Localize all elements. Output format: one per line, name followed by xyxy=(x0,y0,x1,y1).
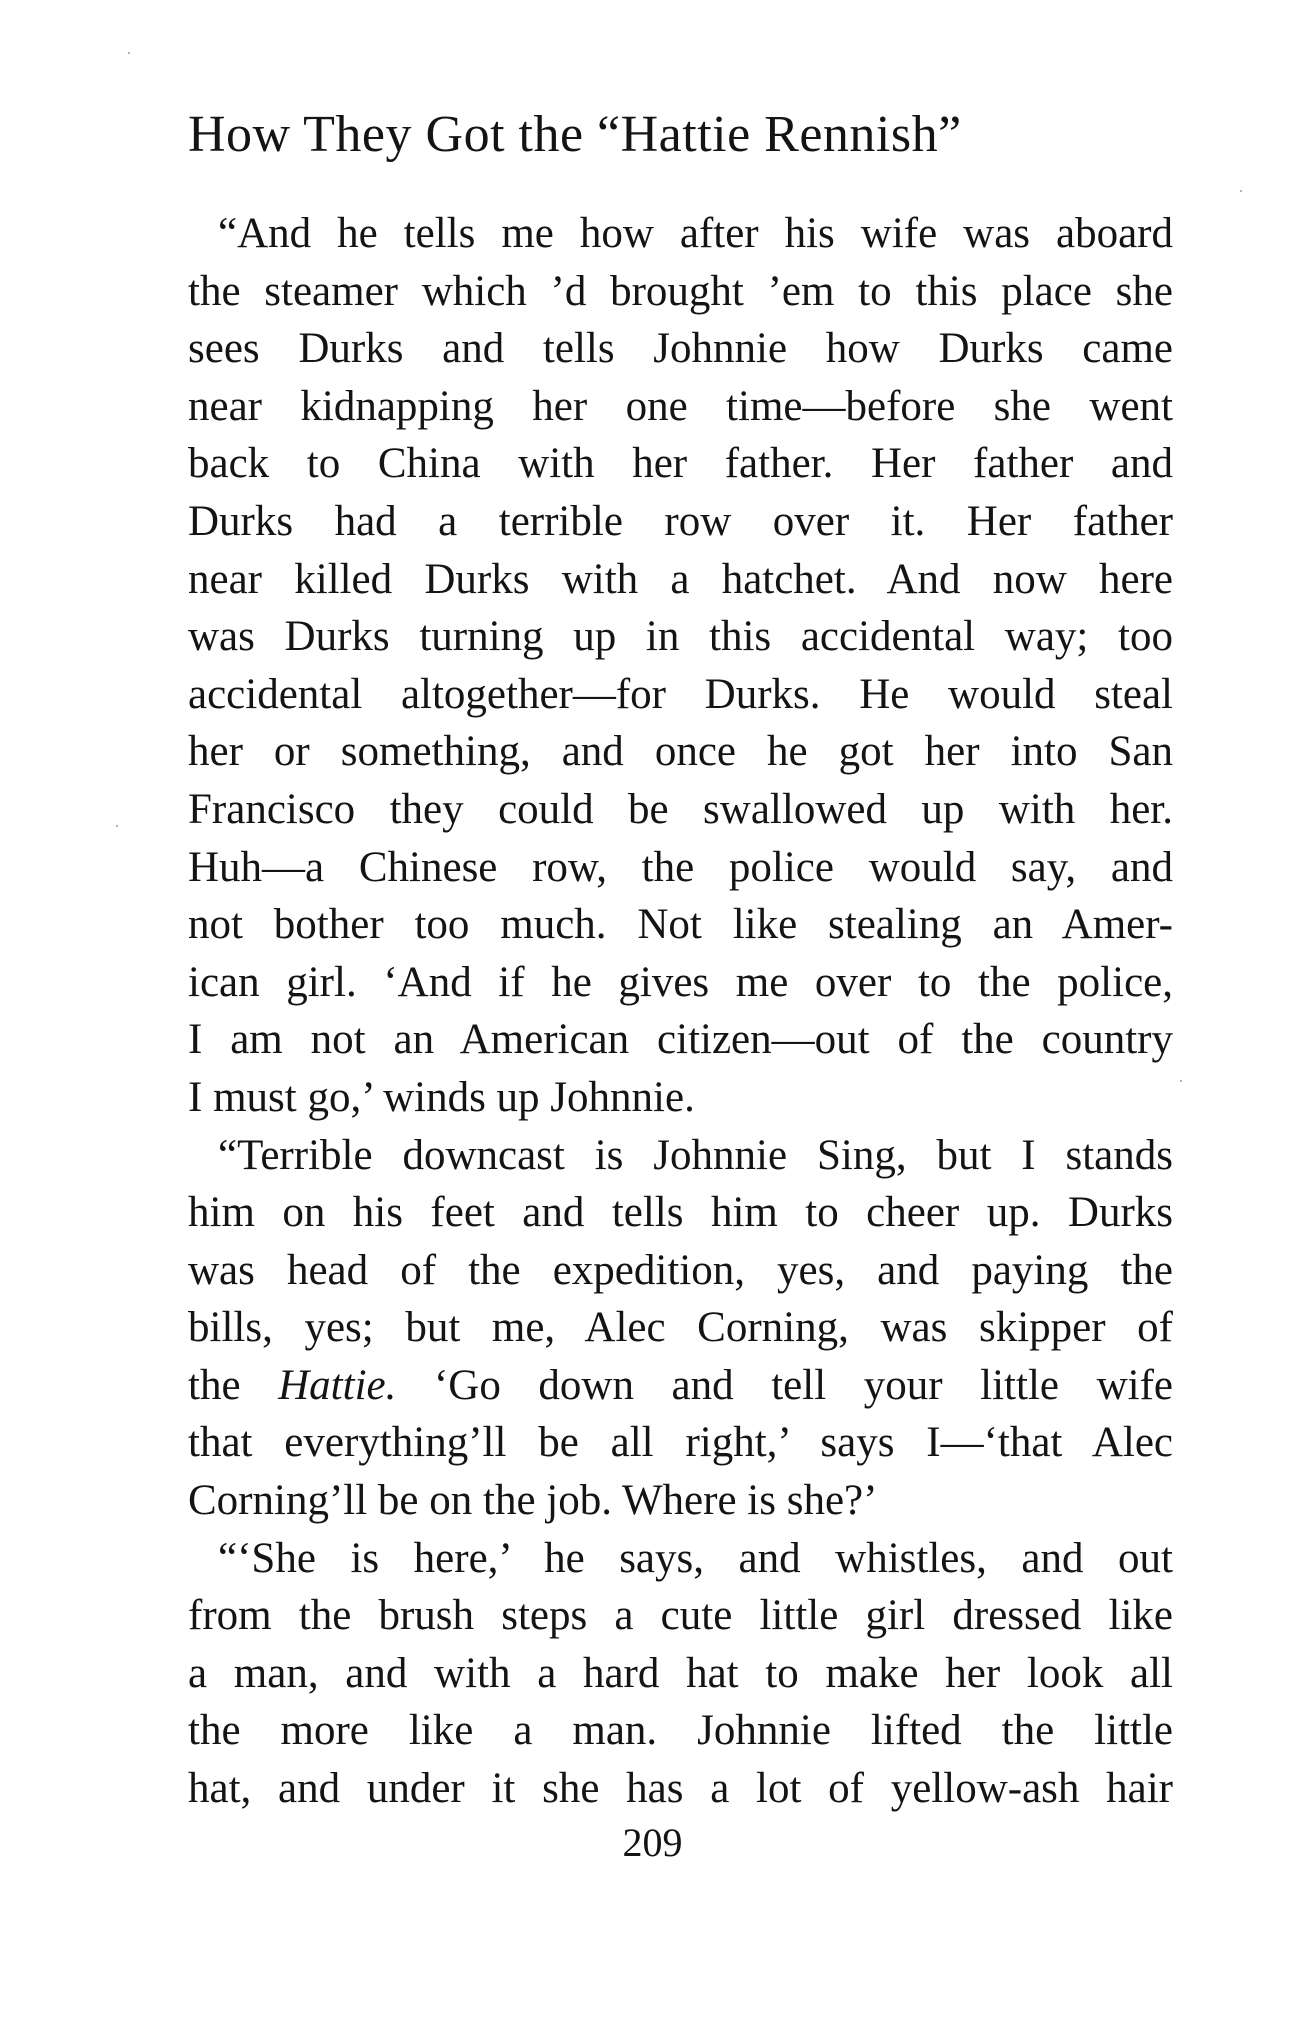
text-line-11: Francisco they could be swallowed up with her. xyxy=(188,785,1173,833)
text-line-2: the steamer which ’d brought ’em to this place she xyxy=(188,267,1173,315)
body-text xyxy=(188,205,1173,1818)
text-line-20: bills, yes; but me, Alec Corning, was skipper of xyxy=(188,1304,1173,1352)
text-segment-the: the xyxy=(188,1361,279,1409)
text-line-27: the more like a man. Johnnie lifted the little xyxy=(188,1707,1173,1755)
paper-speck xyxy=(128,52,130,54)
text-line-24: “‘She is here,’ he says, and whistles, and out xyxy=(218,1534,1173,1582)
vessel-name-italic: Hattie. xyxy=(278,1361,397,1409)
text-line-8: was Durks turning up in this accidental way; too xyxy=(188,613,1173,661)
text-line-5: back to China with her father. Her father and xyxy=(188,440,1173,488)
text-line-15: I am not an American citizen—out of the country xyxy=(188,1016,1173,1064)
text-line-19: was head of the expedition, yes, and paying the xyxy=(188,1246,1173,1294)
text-segment-go-down: ‘Go down and tell your little wife xyxy=(396,1361,1173,1409)
text-line-10: her or something, and once he got her into San xyxy=(188,728,1173,776)
page-number: 209 xyxy=(622,1820,683,1865)
running-head: How They Got the “Hattie Rennish” xyxy=(188,106,962,163)
text-line-25: from the brush steps a cute little girl dressed like xyxy=(188,1592,1173,1640)
text-line-3: sees Durks and tells Johnnie how Durks came xyxy=(188,325,1173,373)
text-line-9: accidental altogether—for Durks. He would steal xyxy=(188,670,1173,718)
text-line-21 xyxy=(188,1357,1173,1415)
text-line-28: hat, and under it she has a lot of yellow-ash hair xyxy=(188,1765,1173,1813)
text-line-4: near kidnapping her one time—before she went xyxy=(188,382,1173,430)
text-line-22: that everything’ll be all right,’ says I—‘that Alec xyxy=(188,1419,1173,1467)
text-line-12: Huh—a Chinese row, the police would say, and xyxy=(188,843,1173,891)
paper-speck xyxy=(116,825,118,827)
text-line-18: him on his feet and tells him to cheer up. Durks xyxy=(188,1189,1173,1237)
paper-speck xyxy=(1180,1080,1182,1082)
text-line-6: Durks had a terrible row over it. Her father xyxy=(188,497,1173,545)
text-line-16: I must go,’ winds up Johnnie. xyxy=(188,1073,695,1121)
text-line-17: “Terrible downcast is Johnnie Sing, but I stands xyxy=(218,1131,1173,1179)
text-line-26: a man, and with a hard hat to make her look all xyxy=(188,1649,1173,1697)
text-line-1: “And he tells me how after his wife was aboard xyxy=(218,210,1173,257)
text-line-7: near killed Durks with a hatchet. And now here xyxy=(188,555,1173,603)
text-line-14: ican girl. ‘And if he gives me over to the police, xyxy=(188,958,1173,1006)
paper-speck xyxy=(1240,190,1242,192)
text-line-13: not bother too much. Not like stealing an Amer- xyxy=(188,901,1173,949)
text-line-23: Corning’ll be on the job. Where is she?’ xyxy=(188,1477,878,1525)
